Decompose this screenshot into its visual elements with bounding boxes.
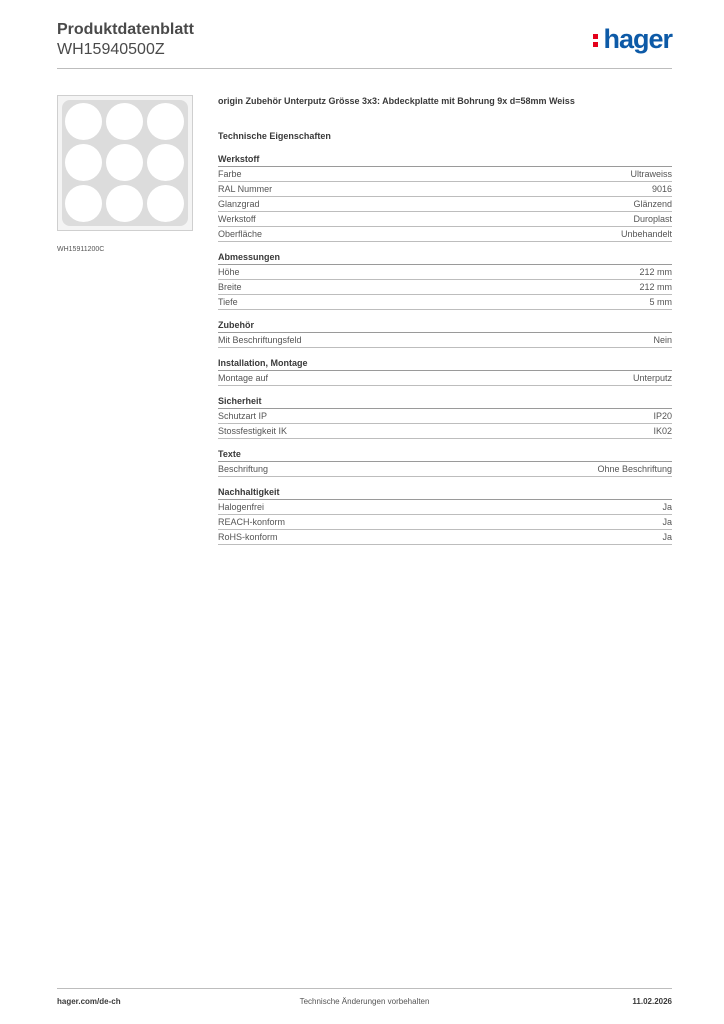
spec-value: IK02: [653, 426, 672, 436]
spec-section: [218, 357, 672, 386]
spec-value: Unterputz: [632, 373, 672, 383]
spec-value: Ja: [662, 502, 672, 512]
document-title: Produktdatenblatt: [57, 21, 194, 38]
product-description: origin Zubehör Unterputz Grösse 3x3: Abdeckplatte mit Bohrung 9x d=58mm Weiss: [218, 96, 575, 106]
spec-row: [218, 515, 672, 530]
section-title: Sicherheit: [218, 395, 672, 409]
spec-label: Tiefe: [218, 297, 238, 307]
spec-value: 212 mm: [639, 282, 672, 292]
product-details: [218, 96, 672, 554]
spec-label: Schutzart IP: [218, 411, 268, 421]
product-code: WH15940500Z: [57, 41, 165, 58]
spec-row: [218, 167, 672, 182]
spec-label: REACH-konform: [218, 517, 286, 527]
section-title: Texte: [218, 448, 672, 462]
spec-label: RoHS-konform: [218, 532, 278, 542]
plate-hole-icon: [147, 185, 184, 222]
logo-text: hager: [603, 24, 672, 54]
spec-value: Ultraweiss: [630, 169, 672, 179]
plate-hole-icon: [106, 185, 143, 222]
spec-value: Glänzend: [633, 199, 672, 209]
plate-hole-icon: [147, 103, 184, 140]
footer-divider: [57, 988, 672, 989]
spec-section: [218, 486, 672, 545]
plate-hole-icon: [106, 103, 143, 140]
spec-value: IP20: [653, 411, 672, 421]
section-title: Installation, Montage: [218, 357, 672, 371]
spec-row: [218, 424, 672, 439]
product-image: [57, 95, 193, 231]
section-title: Abmessungen: [218, 251, 672, 265]
spec-section: [218, 448, 672, 477]
plate-hole-icon: [65, 144, 102, 181]
footer-website: hager.com/de-ch: [57, 997, 121, 1006]
spec-row: [218, 182, 672, 197]
hager-logo: [593, 24, 672, 55]
spec-row: [218, 227, 672, 242]
section-title: Zubehör: [218, 319, 672, 333]
spec-row: [218, 500, 672, 515]
spec-row: [218, 409, 672, 424]
header-divider: [57, 68, 672, 69]
cover-plate-icon: [62, 100, 188, 226]
spec-row: [218, 295, 672, 310]
spec-value: Duroplast: [633, 214, 672, 224]
spec-value: 212 mm: [639, 267, 672, 277]
spec-label: Höhe: [218, 267, 240, 277]
spec-row: [218, 530, 672, 545]
spec-section: [218, 319, 672, 348]
plate-hole-icon: [65, 103, 102, 140]
spec-label: Farbe: [218, 169, 242, 179]
spec-value: 9016: [651, 184, 672, 194]
spec-section: [218, 153, 672, 242]
spec-row: [218, 197, 672, 212]
footer-note: Technische Änderungen vorbehalten: [299, 997, 430, 1006]
document-header: [57, 20, 194, 60]
spec-section: [218, 251, 672, 310]
section-title: Werkstoff: [218, 153, 672, 167]
spec-value: Ohne Beschriftung: [597, 464, 672, 474]
spec-label: Breite: [218, 282, 242, 292]
spec-row: [218, 212, 672, 227]
spec-row: [218, 333, 672, 348]
spec-row: [218, 371, 672, 386]
logo-dots-icon: [593, 26, 601, 48]
spec-row: [218, 280, 672, 295]
spec-row: [218, 462, 672, 477]
spec-value: Unbehandelt: [620, 229, 672, 239]
spec-row: [218, 265, 672, 280]
spec-sections: [218, 153, 672, 545]
spec-value: Ja: [662, 532, 672, 542]
spec-label: Glanzgrad: [218, 199, 260, 209]
spec-label: Oberfläche: [218, 229, 263, 239]
spec-label: RAL Nummer: [218, 184, 273, 194]
spec-section: [218, 395, 672, 439]
image-caption: WH15911200C: [57, 246, 105, 253]
section-title: Nachhaltigkeit: [218, 486, 672, 500]
spec-label: Beschriftung: [218, 464, 269, 474]
tech-properties-title: Technische Eigenschaften: [218, 131, 331, 141]
spec-value: Ja: [662, 517, 672, 527]
spec-label: Montage auf: [218, 373, 269, 383]
spec-label: Halogenfrei: [218, 502, 265, 512]
footer-date: 11.02.2026: [632, 997, 672, 1006]
plate-hole-icon: [65, 185, 102, 222]
plate-hole-icon: [106, 144, 143, 181]
plate-hole-icon: [147, 144, 184, 181]
spec-value: Nein: [653, 335, 672, 345]
spec-label: Stossfestigkeit IK: [218, 426, 288, 436]
spec-label: Werkstoff: [218, 214, 256, 224]
spec-value: 5 mm: [649, 297, 672, 307]
spec-label: Mit Beschriftungsfeld: [218, 335, 302, 345]
